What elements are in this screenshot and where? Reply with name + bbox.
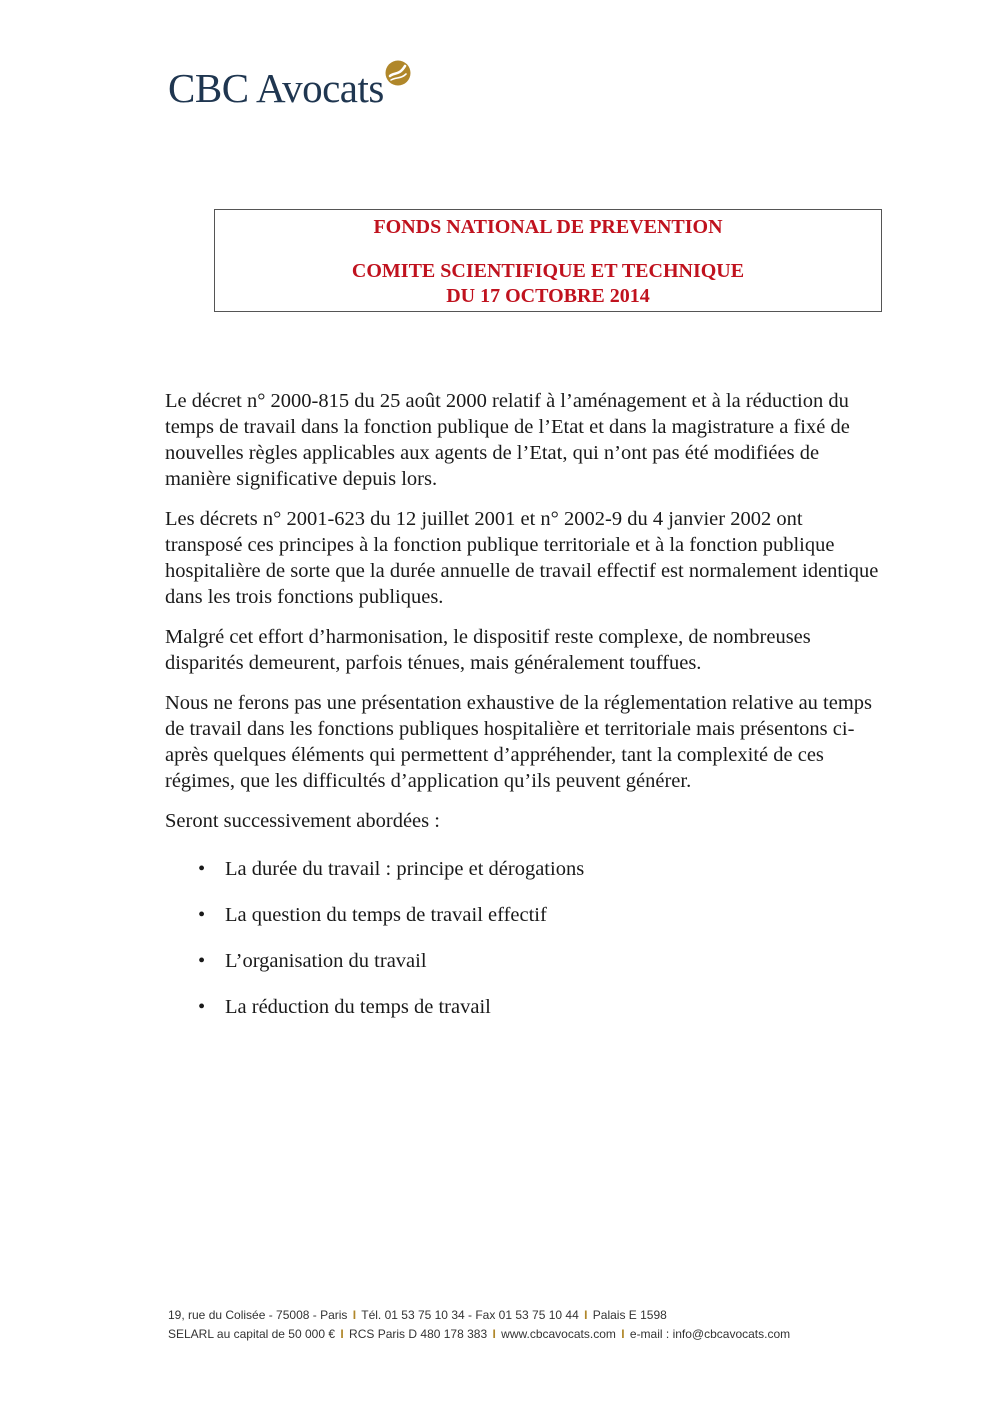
- logo-text: CBC Avocats: [168, 65, 384, 111]
- footer-email-link[interactable]: e-mail : info@cbcavocats.com: [629, 1327, 791, 1341]
- list-item: [165, 856, 880, 882]
- paragraph: Le décret n° 2000-815 du 25 août 2000 relatif à l’aménagement et à la réduction du temps de travail dans la fonction publique de l’Etat et dans la magistrature a fixé de nouvelles règles applicables aux agents de l’Etat, qui n’ont pas été modifiées de manière significative depuis lors.: [165, 390, 850, 490]
- footer-website-link[interactable]: www.cbcavocats.com: [501, 1327, 616, 1341]
- list-item-text: La durée du travail : principe et dérogations: [225, 858, 585, 880]
- footer-capital: SELARL au capital de 50 000 €: [168, 1327, 336, 1341]
- bullet-icon: •: [198, 858, 206, 880]
- bullet-icon: •: [198, 996, 206, 1018]
- footer-line-address: [168, 1306, 790, 1325]
- footer-separator: I: [492, 1327, 496, 1341]
- document-body: [165, 388, 880, 1040]
- footer-separator: I: [621, 1327, 625, 1341]
- title-organization: FONDS NATIONAL DE PREVENTION: [373, 216, 723, 238]
- footer-palais: Palais E 1598: [592, 1308, 667, 1322]
- list-item: [165, 902, 880, 928]
- topic-list: [165, 856, 880, 1020]
- footer-separator: I: [352, 1308, 357, 1322]
- title-box: [214, 209, 882, 312]
- footer-rcs: RCS Paris D 480 178 383: [349, 1327, 488, 1341]
- list-item: [165, 948, 880, 974]
- company-logo: [168, 66, 411, 110]
- list-item-text: La question du temps de travail effectif: [225, 904, 547, 926]
- footer-phone-fax: Tél. 01 53 75 10 34 - Fax 01 53 75 10 44: [361, 1308, 579, 1322]
- list-item-text: L’organisation du travail: [225, 950, 427, 972]
- footer-address: 19, rue du Colisée - 75008 - Paris: [168, 1308, 348, 1322]
- chevron-swoosh-icon: [385, 60, 411, 86]
- paragraph: Malgré cet effort d’harmonisation, le dispositif reste complexe, de nombreuses disparités demeurent, parfois ténues, mais généralement touffues.: [165, 626, 811, 674]
- bullet-icon: •: [198, 950, 206, 972]
- paragraph: Seront successivement abordées :: [165, 810, 440, 832]
- paragraph: Nous ne ferons pas une présentation exhaustive de la réglementation relative au temps de travail dans les fonctions publiques hospitalière et territoriale mais présentons ci-après quelques éléments qui permettent d’appréhender, tant la complexité de ces régimes, que les difficultés d’application qu’ils peuvent générer.: [165, 692, 873, 792]
- footer-contact: [168, 1306, 790, 1344]
- bullet-icon: •: [198, 904, 206, 926]
- list-item: [165, 994, 880, 1020]
- title-date: DU 17 OCTOBRE 2014: [446, 285, 650, 307]
- paragraph: Les décrets n° 2001-623 du 12 juillet 2001 et n° 2002-9 du 4 janvier 2002 ont transposé ces principes à la fonction publique territoriale et à la fonction publique hospitalière de sorte que la durée annuelle de travail effectif est normalement identique dans les trois fonctions publiques.: [165, 508, 879, 608]
- list-item-text: La réduction du temps de travail: [225, 996, 491, 1018]
- title-committee: COMITE SCIENTIFIQUE ET TECHNIQUE: [351, 260, 745, 282]
- footer-separator: I: [584, 1308, 588, 1322]
- footer-separator: I: [340, 1327, 344, 1341]
- footer-line-legal: [168, 1325, 790, 1344]
